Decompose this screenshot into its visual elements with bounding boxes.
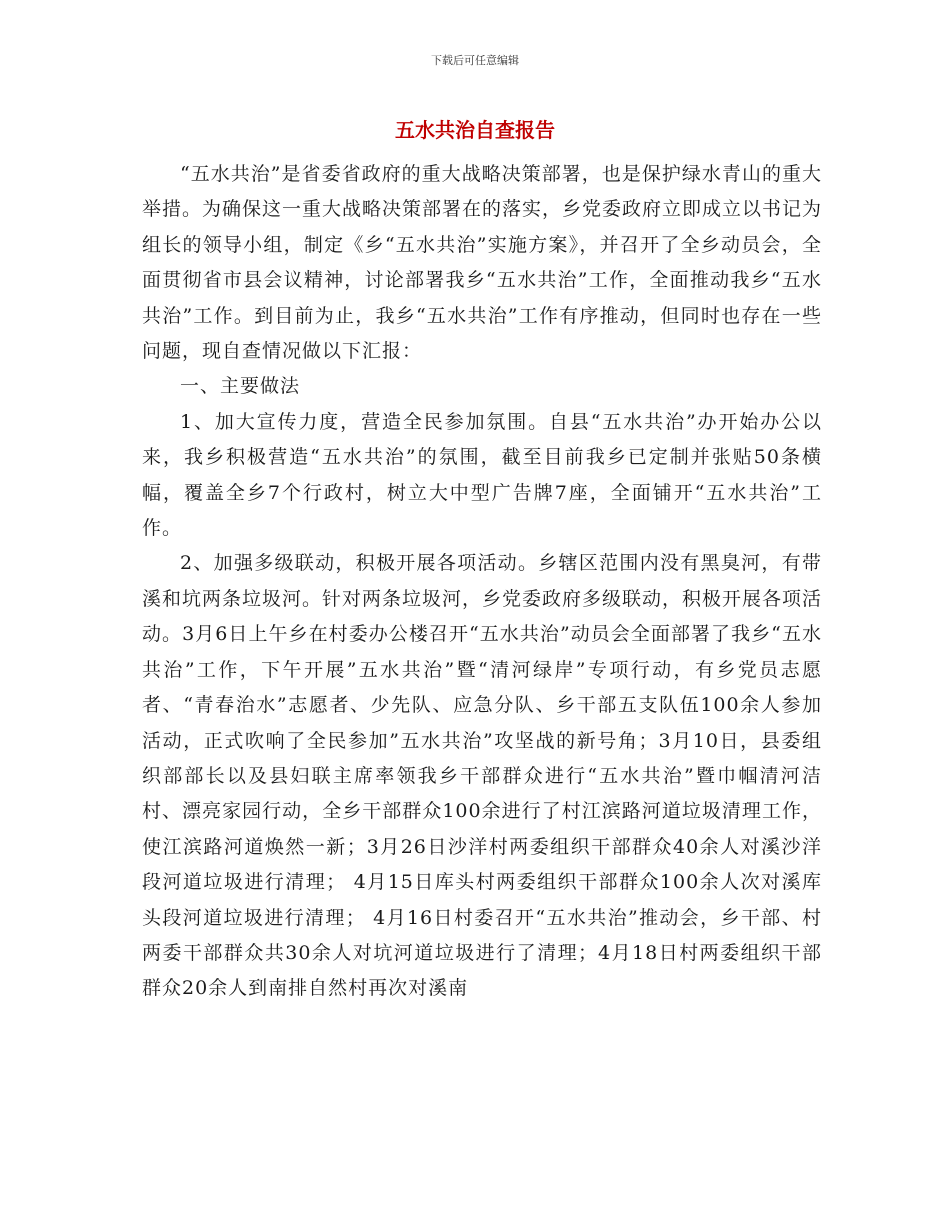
document-body	[142, 157, 822, 1007]
section-heading-main-practices: 一、主要做法	[180, 375, 301, 398]
header-note: 下载后可任意编辑	[431, 54, 519, 67]
paragraph-item-1: 1、加大宣传力度，营造全民参加氛围。自县“五水共治”办开始办公以来，我乡积极营造“五水共治”的氛围，截至目前我乡已定制并张贴50条横幅，覆盖全乡7个行政村，树立大中型广告牌7座，全面铺开“五水共治”工作。	[142, 410, 822, 540]
document-title: 五水共治自查报告	[395, 118, 555, 142]
paragraph-intro: “五水共治”是省委省政府的重大战略决策部署，也是保护绿水青山的重大举措。为确保这一重大战略决策部署在的落实，乡党委政府立即成立以书记为组长的领导小组，制定《乡“五水共治”实施方案》，并召开了全乡动员会，全面贯彻省市县会议精神，讨论部署我乡“五水共治”工作，全面推动我乡“五水共治”工作。到目前为止，我乡“五水共治”工作有序推动，但同时也存在一些问题，现自查情况做以下汇报：	[142, 163, 823, 363]
paragraph-item-2: 2、加强多级联动，积极开展各项活动。乡辖区范围内没有黑臭河，有带溪和坑两条垃圾河。针对两条垃圾河，乡党委政府多级联动，积极开展各项活动。3月6日上午乡在村委办公楼召开“五水共治”动员会全面部署了我乡“五水共治”工作，下午开展”五水共治”暨“清河绿岸”专项行动，有乡党员志愿者、“青春治水”志愿者、少先队、应急分队、乡干部五支队伍100余人参加活动，正式吹响了全民参加”五水共治”攻坚战的新号角；3月10日，县委组织部部长以及县妇联主席率领我乡干部群众进行“五水共治”暨巾帼清河洁村、漂亮家园行动，全乡干部群众100余进行了村江滨路河道垃圾清理工作，使江滨路河道焕然一新；3月26日沙洋村两委组织干部群众40余人对溪沙洋段河道垃圾进行清理； 4月15日库头村两委组织干部群众100余人次对溪库头段河道垃圾进行清理； 4月16日村委召开“五水共治”推动会，乡干部、村两委干部群众共30余人对坑河道垃圾进行了清理；4月18日村两委组织干部群众20余人到南排自然村再次对溪南	[142, 552, 823, 1000]
